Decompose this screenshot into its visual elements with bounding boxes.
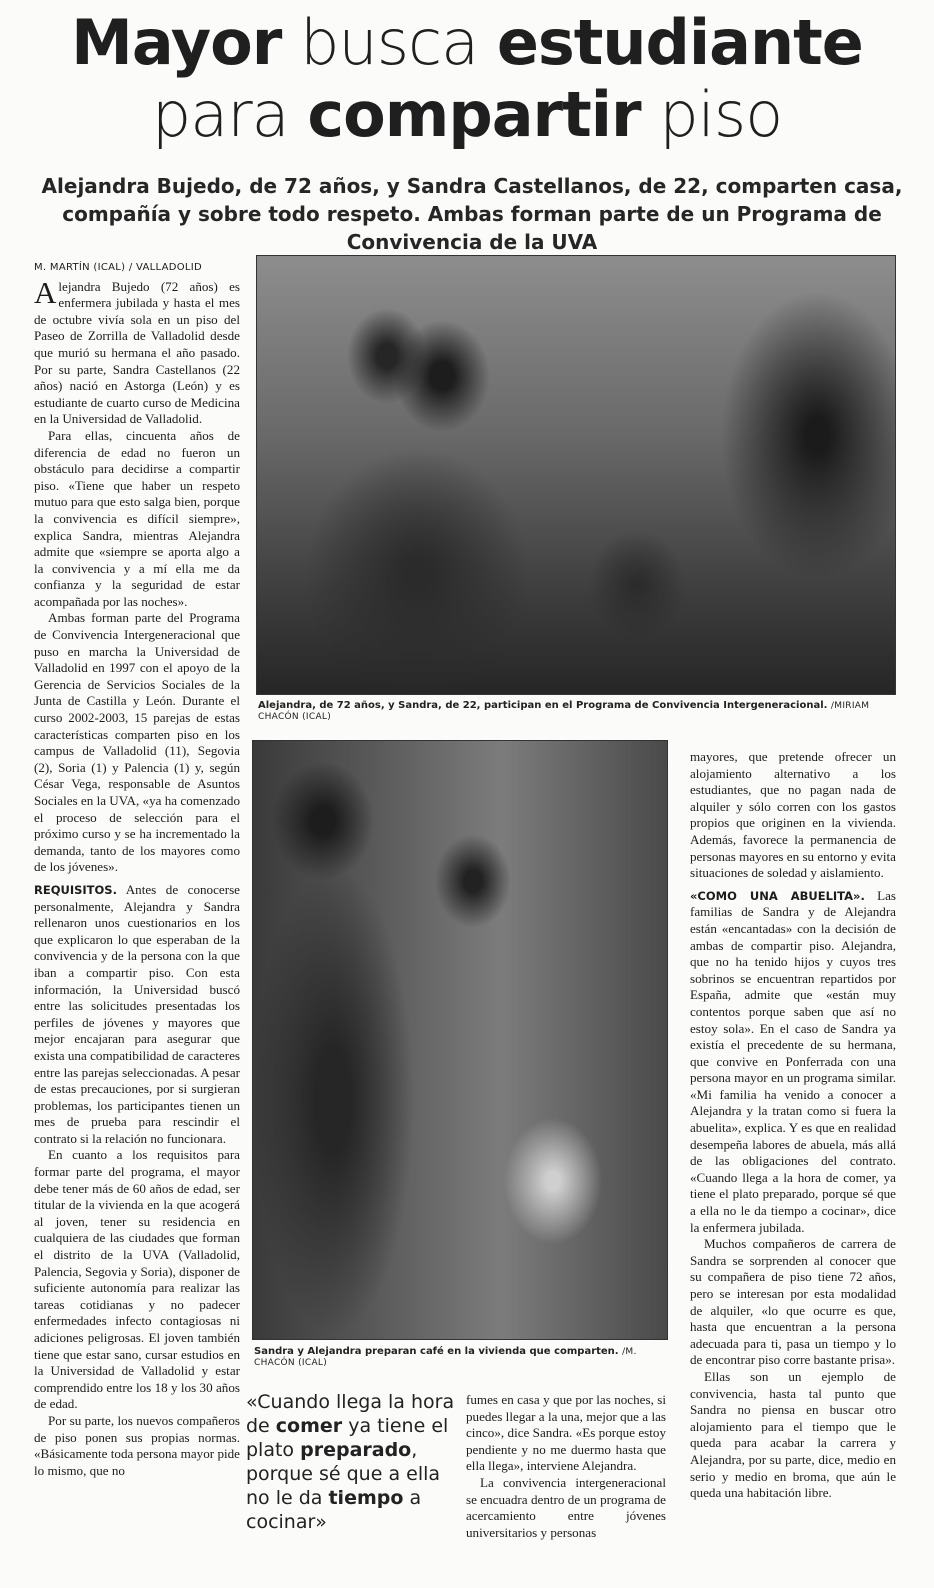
headline-word: para bbox=[151, 78, 308, 151]
subheadline: Alejandra Bujedo, de 72 años, y Sandra Castellanos, de 22, comparten casa, compañía y sobre todo respeto. Ambas forman parte de un Programa de Convivencia de la UVA bbox=[41, 174, 903, 254]
paragraph bbox=[690, 888, 896, 1236]
quote-segment: «Cuando llega la hora de bbox=[246, 1391, 455, 1437]
drop-cap: A bbox=[34, 274, 57, 310]
section-lead: REQUISITOS. bbox=[34, 882, 117, 897]
photo-caption-2 bbox=[254, 1346, 674, 1368]
article-column-1 bbox=[34, 260, 240, 1479]
paragraph-text: Las familias de Sandra y de Alejandra están «encantadas» con la decisión de ambas de compartir piso. Alejandra, que no ha tenido hijos y cuyos tres sobrinos se encuentran repartidos por España, admite que «están muy contentos porque saben que así no estoy sola». En el caso de Sandra ya existía el precedente de su hermana, que convive en Ponferrada con una persona mayor en un programa similar. «Mi familia ha venido a conocer a Alejandra y la tratan como si fuera la abuelita», explica. Y es que en realidad desempeña labores de abuela, más allá de las obligaciones del contrato. «Cuando llega a la hora de comer, ya tiene el plato preparado, porque sé que a ella no le da tiempo a cocinar», dice la enfermera jubilada. bbox=[690, 887, 896, 1235]
headline-word: piso bbox=[640, 78, 783, 151]
quote-segment: preparado bbox=[300, 1439, 412, 1461]
headline-word: Mayor bbox=[71, 6, 282, 79]
paragraph: La convivencia intergeneracional se encuadra dentro de un programa de acercamiento entre jóvenes universitarios y personas bbox=[466, 1474, 666, 1540]
article-column-2 bbox=[466, 1392, 666, 1541]
paragraph: Ambas forman parte del Programa de Convivencia Intergeneracional que puso en marcha la Universidad de Valladolid en 1997 con el apoyo de la Gerencia de Servicios Sociales de la Junta de Castilla y León. Durante el curso 2002-2003, 15 parejas de estas características comparten piso en los campus de Valladolid (11), Segovia (2), Soria (1) y Palencia (1) y, según César Vega, responsable de Asuntos Sociales en la UVA, «ya ha comenzado el proceso de selección para el próximo curso y se ha incrementado la demanda, tanto de los mayores como de los jóvenes». bbox=[34, 610, 240, 875]
headline-word: compartir bbox=[307, 78, 641, 151]
paragraph: mayores, que pretende ofrecer un alojamiento alternativo a los estudiantes, que no pagan nada de alquiler y sólo corren con los gastos propios que originen en la vivienda. Además, favorece la permanencia de personas mayores en su entorno y evita situaciones de soledad y aislamiento. bbox=[690, 749, 896, 881]
photo-preparing-coffee bbox=[252, 740, 668, 1340]
paragraph: fumes en casa y que por las noches, si puedes llegar a la una, mejor que a las cinco», dice Sandra. «Es porque estoy pendiente y no me duermo hasta que ella llega», interviene Alejandra. bbox=[466, 1392, 666, 1474]
paragraph: En cuanto a los requisitos para formar parte del programa, el mayor debe tener más de 60 años de edad, ser titular de la vivienda en la que acogerá al joven, tener su residencia en cualquiera de las ciudades que forman el distrito de la UVA (Valladolid, Palencia, Segovia y Soria), disponer de suficiente autonomía para realizar las tareas cotidianas y no padecer enfermedades infecto contagiosas ni adiciones peligrosas. El joven también tiene que estar sano, cursar estudios en la Universidad de Valladolid y estar comprendido entre los 18 y los 30 años de edad. bbox=[34, 1147, 240, 1412]
headline-word: busca bbox=[281, 6, 497, 79]
section-lead: «COMO UNA ABUELITA». bbox=[690, 888, 865, 903]
paragraph-text: lejandra Bujedo (72 años) es enfermera jubilada y hasta el mes de octubre vivía sola en un piso del Paseo de Zorrilla de Valladolid desde que murió su hermana el año pasado. Por su parte, Sandra Castellanos (22 años) nació en Astorga (León) y es estudiante de cuarto curso de Medicina en la Universidad de Valladolid. bbox=[34, 278, 240, 427]
pull-quote bbox=[246, 1390, 458, 1534]
paragraph: Muchos compañeros de carrera de Sandra se sorprenden al conocer que su compañera de piso tiene 72 años, pero se interesan por esta modalidad de alquiler, «lo que ocurre es que, hasta que encuentran a la persona adecuada para ti, pasa un tiempo y lo de encontrar piso corre bastante prisa». bbox=[690, 1236, 896, 1368]
paragraph: Ellas son un ejemplo de convivencia, hasta tal punto que Sandra no piensa en buscar otro alojamiento para el tiempo que le queda para acabar la carrera y Alejandra, por su parte, dice, medio en serio y medio en broma, que aún le queda una habitación libre. bbox=[690, 1368, 896, 1501]
byline: M. MARTÍN (ICAL) / VALLADOLID bbox=[34, 262, 203, 273]
caption-text: Sandra y Alejandra preparan café en la vivienda que comparten. bbox=[254, 1346, 619, 1357]
photo-women-on-sofa bbox=[256, 255, 896, 695]
paragraph-text: Antes de conocerse personalmente, Alejandra y Sandra rellenaron unos cuestionarios en los que explicaron lo que esperaban de la convivencia y de la persona con la que iban a compartir piso. Con esta información, la Universidad buscó entre las solicitudes presentadas los perfiles de jóvenes y mayores que mejor encajaran para asegurar que exista una compatibilidad de caracteres entre las parejas seleccionadas. A pesar de estas precauciones, por si surgieran problemas, los participantes tienen un mes de prueba para rescindir el contrato si la relación no funcionara. bbox=[34, 881, 240, 1146]
caption-text: Alejandra, de 72 años, y Sandra, de 22, participan en el Programa de Convivencia Intergeneracional. bbox=[258, 700, 828, 711]
paragraph: Por su parte, los nuevos compañeros de piso ponen sus propias normas. «Básicamente toda persona mayor pide lo mismo, que no bbox=[34, 1412, 240, 1478]
headline-line-1 bbox=[0, 6, 934, 79]
paragraph: Para ellas, cincuenta años de diferencia de edad no fueron un obstáculo para decidirse a compartir piso. «Tiene que haber un respeto mutuo para que esto salga bien, porque la convivencia es difícil siempre», explica Sandra, mientras Alejandra admite que «siempre se aporta algo a la convivencia y a mí ella me da confianza y la seguridad de estar acompañada por las noches». bbox=[34, 427, 240, 609]
article-column-3 bbox=[690, 749, 896, 1502]
quote-segment: tiempo bbox=[328, 1487, 404, 1509]
quote-segment: , porque sé que a ella no le da bbox=[246, 1439, 441, 1509]
photo-credit: /M. CHACÓN (ICAL) bbox=[254, 1347, 637, 1368]
quote-segment: a cocinar» bbox=[246, 1487, 422, 1533]
quote-segment: comer bbox=[275, 1415, 343, 1437]
photo-credit: /MIRIAM CHACÓN (ICAL) bbox=[258, 701, 870, 722]
photo-caption-1 bbox=[258, 700, 898, 722]
headline-word: estudiante bbox=[496, 6, 863, 79]
headline-line-2 bbox=[0, 78, 934, 151]
paragraph bbox=[34, 882, 240, 1148]
quote-segment: ya tiene el plato bbox=[246, 1415, 449, 1461]
paragraph bbox=[34, 274, 240, 428]
